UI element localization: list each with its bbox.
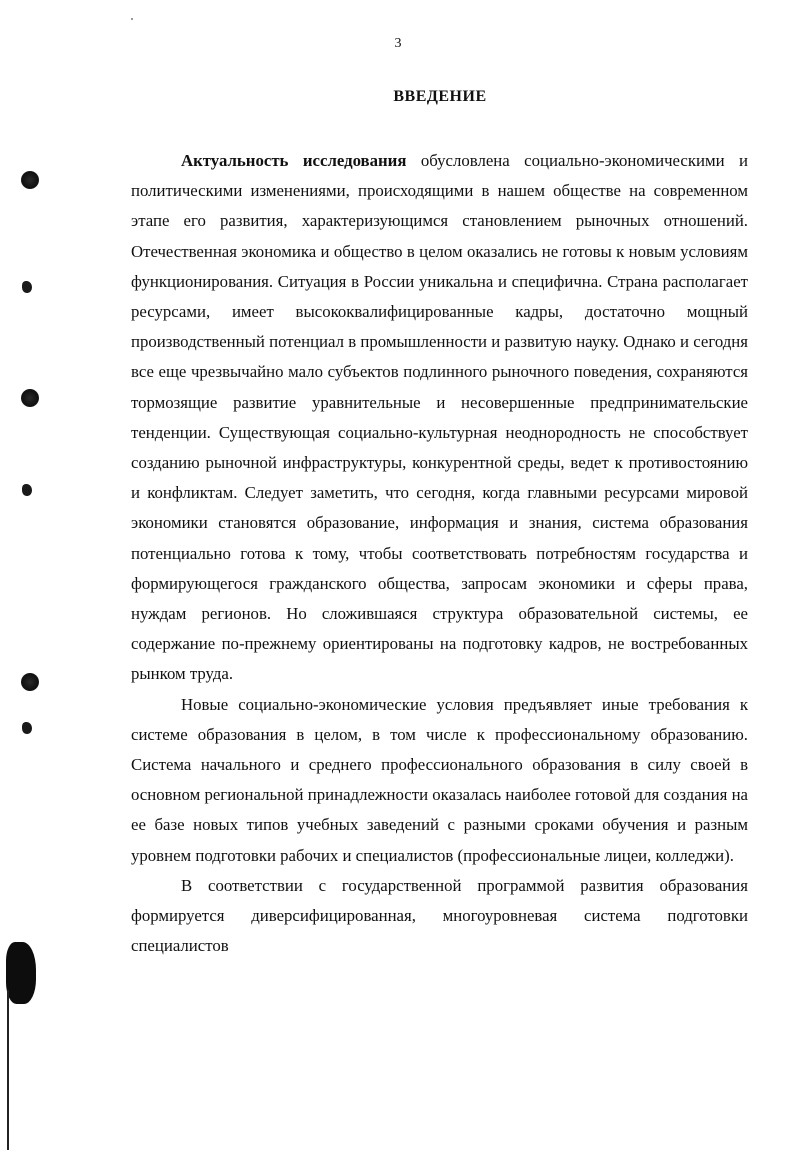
punch-hole-mark xyxy=(21,389,39,407)
paragraph-2: Новые социально-экономические условия предъявляет иные требования к системе образования в целом, в том числе к профессиональному образованию. Система начального и среднего профессионального образования в силу своей в основном региональной принадлежности оказалась наиболее готовой для создания на ее базе новых типов учебных заведений с разными сроками обучения и разным уровнем подготовки рабочих и специалистов (профессиональные лицеи, колледжи). xyxy=(131,694,748,865)
page-number: 3 xyxy=(394,36,402,51)
document-body xyxy=(131,146,748,961)
punch-hole-mark xyxy=(21,171,39,189)
binding-blot xyxy=(6,942,36,1004)
scan-speck xyxy=(22,722,32,734)
paragraph-1 xyxy=(131,146,748,690)
page-title: ВВЕДЕНИЕ xyxy=(393,88,487,105)
binding-edge xyxy=(7,990,9,1150)
binding-shadow xyxy=(0,930,40,1030)
scan-speck xyxy=(22,281,32,293)
scan-speck xyxy=(22,484,32,496)
paragraph-1-text: обусловлена социально-экономическими и политическими изменениями, происходящими в нашем обществе на современном этапе его развития, характеризующимся становлением рыночных отношений. Отечественная экономика и общество в целом оказались не готовы к новым условиям функционирования. Ситуация в России уникальна и специфична. Страна располагает ресурсами, имеет высококвалифицированные кадры, достаточно мощный производственный потенциал в промышленности и развитую науку. Однако и сегодня все еще чрезвычайно мало субъектов подлинного рыночного поведения, сохраняются тормозящие развитие уравнительные и несовершенные предпринимательские тенденции. Существующая социально-культурная неоднородность не способствует созданию рыночной инфраструктуры, конкурентной среды, ведет к противостоянию и конфликтам. Следует заметить, что сегодня, когда главными ресурсами мировой экономики становятся образование, информация и знания, система образования потенциально готова к тому, чтобы соответствовать потребностям государства и формирующегося гражданского общества, запросам экономики и сферы права, нуждам регионов. Но сложившаяся структура образовательной системы, ее содержание по-прежнему ориентированы на подготовку кадров, не востребованных рынком труда. xyxy=(131,151,748,684)
scan-mark xyxy=(131,18,133,20)
punch-hole-mark xyxy=(21,673,39,691)
paragraph-lead: Актуальность исследования xyxy=(181,151,407,170)
paragraph-3: В соответствии с государственной программой развития образования формируется диверсифицированная, многоуровневая система подготовки специалистов xyxy=(131,875,748,956)
